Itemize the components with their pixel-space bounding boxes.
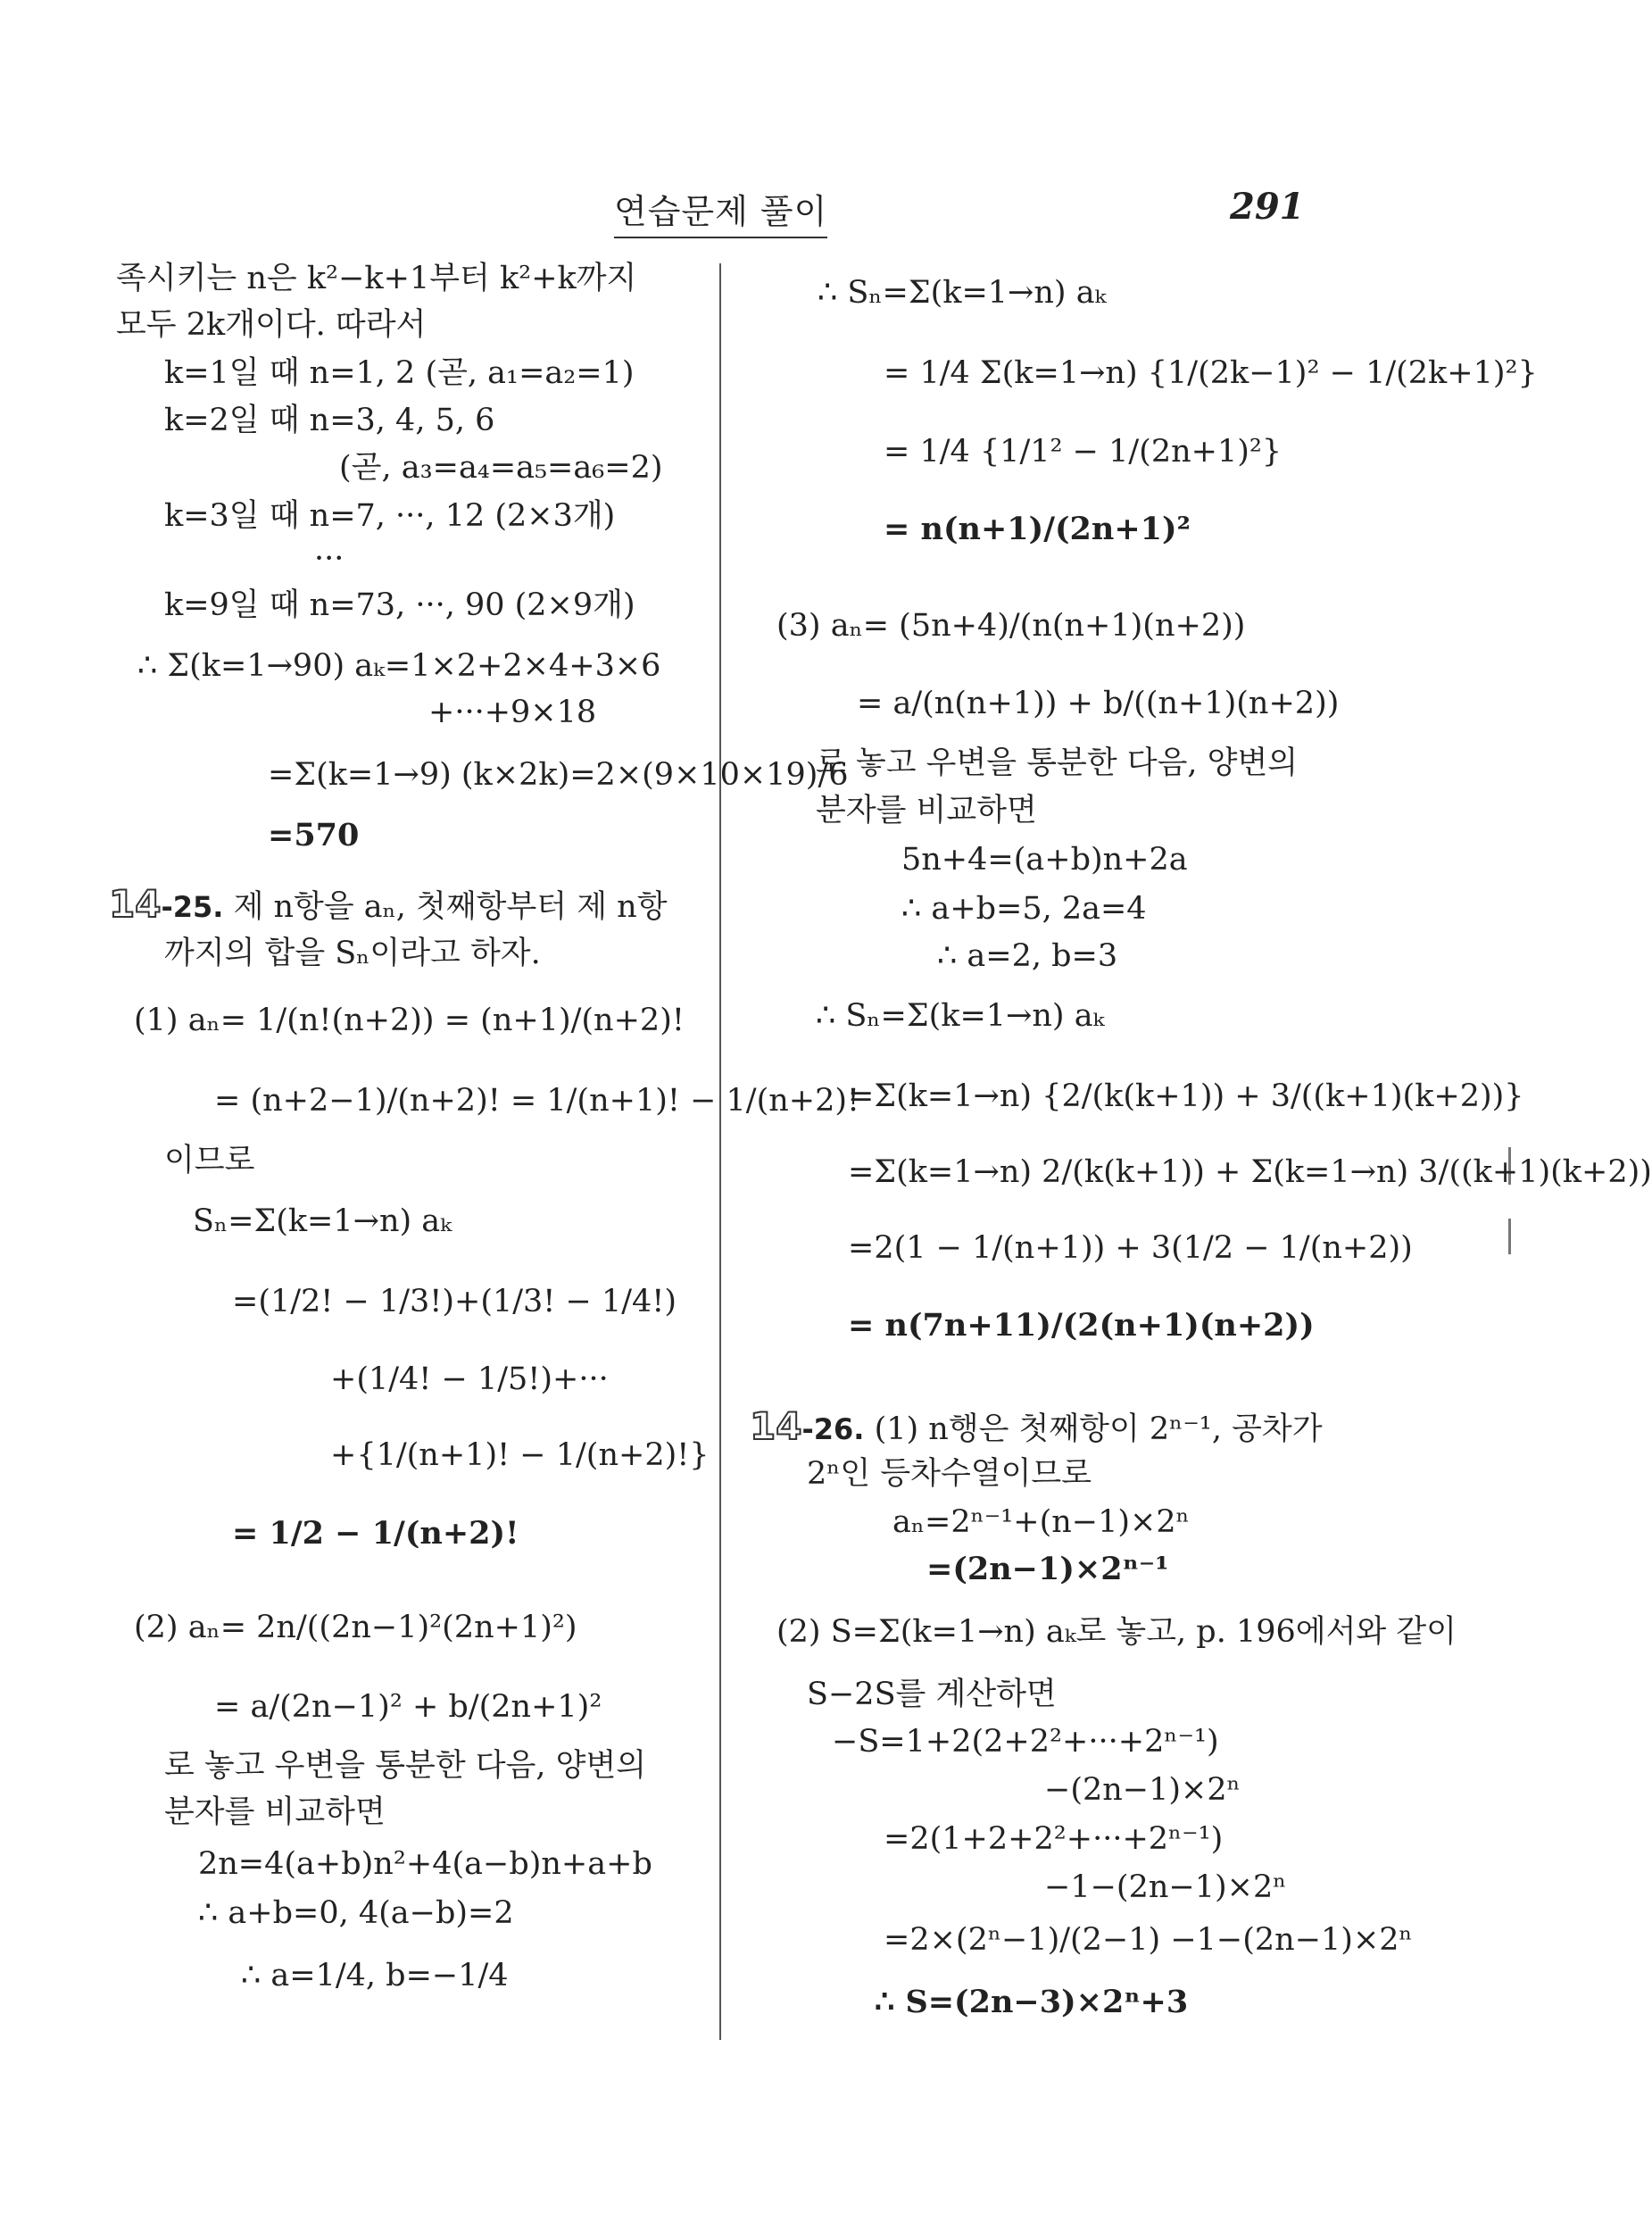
math-line: = a/(2n−1)² + b/(2n+1)² — [214, 1689, 602, 1725]
math-line: 2n=4(a+b)n²+4(a−b)n+a+b — [198, 1846, 652, 1882]
math-line: Sₙ=Σ(k=1→n) aₖ — [193, 1203, 452, 1239]
math-line: =2(1+2+2²+···+2ⁿ⁻¹) — [884, 1821, 1224, 1857]
math-line: (2) S=Σ(k=1→n) aₖ로 놓고, p. 196에서와 같이 — [776, 1614, 1457, 1650]
text-line: (곧, a₃=a₄=a₅=a₆=2) — [339, 450, 663, 486]
problem-heading — [109, 884, 668, 928]
math-line: aₙ=2ⁿ⁻¹+(n−1)×2ⁿ — [892, 1504, 1190, 1540]
problem-intro: 제 n항을 aₙ, 첫째항부터 제 n항 — [233, 889, 668, 925]
math-line: (1) aₙ= 1/(n!(n+2)) = (n+1)/(n+2)! — [134, 1003, 685, 1038]
math-line: =2(1 − 1/(n+1)) + 3(1/2 − 1/(n+2)) — [848, 1230, 1413, 1266]
answer: = n(n+1)/(2n+1)² — [884, 511, 1191, 547]
math-line: −1−(2n−1)×2ⁿ — [1044, 1869, 1287, 1905]
math-line: +···+9×18 — [428, 695, 597, 730]
text-line: 로 놓고 우변을 통분한 다음, 양변의 — [816, 745, 1299, 781]
math-line: (2) aₙ= 2n/((2n−1)²(2n+1)²) — [134, 1610, 577, 1645]
math-line: =2×(2ⁿ−1)/(2−1) −1−(2n−1)×2ⁿ — [884, 1922, 1413, 1958]
problem-number: 14 — [750, 1404, 802, 1448]
answer: =(2n−1)×2ⁿ⁻¹ — [926, 1551, 1169, 1587]
text-line: S−2S를 계산하면 — [807, 1677, 1057, 1712]
problem-subnumber: -26. — [801, 1412, 865, 1446]
answer: = 1/2 − 1/(n+2)! — [232, 1515, 519, 1552]
math-line: = (n+2−1)/(n+2)! = 1/(n+1)! − 1/(n+2)! — [214, 1083, 860, 1119]
math-line: ∴ Sₙ=Σ(k=1→n) aₖ — [818, 275, 1107, 311]
math-line: =Σ(k=1→n) {2/(k(k+1)) + 3/((k+1)(k+2))} — [848, 1078, 1524, 1114]
answer: =570 — [268, 817, 360, 853]
text-line: 분자를 비교하면 — [164, 1794, 386, 1830]
text-line: 이므로 — [164, 1143, 255, 1178]
math-line: ∴ Sₙ=Σ(k=1→n) aₖ — [816, 998, 1105, 1034]
math-line: ∴ a=1/4, b=−1/4 — [241, 1958, 509, 1993]
math-line: ∴ a+b=5, 2a=4 — [901, 891, 1147, 927]
math-line: +(1/4! − 1/5!)+··· — [330, 1361, 609, 1397]
answer: ∴ S=(2n−3)×2ⁿ+3 — [875, 1984, 1189, 2020]
problem-text: (1) n행은 첫째항이 2ⁿ⁻¹, 공차가 — [874, 1411, 1323, 1447]
math-line: 5n+4=(a+b)n+2a — [901, 842, 1188, 878]
math-line: −(2n−1)×2ⁿ — [1044, 1772, 1241, 1808]
page-number: 291 — [1230, 186, 1305, 228]
math-line: −S=1+2(2+2²+···+2ⁿ⁻¹) — [832, 1724, 1219, 1760]
column-divider — [719, 263, 721, 2040]
text-line: k=3일 때 n=7, ···, 12 (2×3개) — [164, 498, 616, 534]
problem-number: 14 — [109, 882, 162, 926]
section-title: 연습문제 풀이 — [614, 184, 827, 238]
problem-heading — [750, 1406, 1323, 1450]
math-line: ∴ a=2, b=3 — [937, 938, 1118, 974]
text-line: 2ⁿ인 등차수열이므로 — [807, 1456, 1092, 1492]
math-line: = a/(n(n+1)) + b/((n+1)(n+2)) — [857, 686, 1340, 721]
math-line: (3) aₙ= (5n+4)/(n(n+1)(n+2)) — [776, 608, 1246, 644]
math-line: =Σ(k=1→n) 2/(k(k+1)) + Σ(k=1→n) 3/((k+1)(k+2)) — [848, 1154, 1652, 1190]
problem-subnumber: -25. — [161, 890, 224, 924]
text-line: 족시키는 n은 k²−k+1부터 k²+k까지 — [116, 261, 637, 296]
math-line: =(1/2! − 1/3!)+(1/3! − 1/4!) — [232, 1284, 677, 1319]
text-line: 모두 2k개이다. 따라서 — [116, 307, 427, 343]
text-line: k=2일 때 n=3, 4, 5, 6 — [164, 403, 495, 438]
text-line: 로 놓고 우변을 통분한 다음, 양변의 — [164, 1748, 647, 1784]
math-line: = 1/4 Σ(k=1→n) {1/(2k−1)² − 1/(2k+1)²} — [884, 355, 1538, 391]
answer: = n(7n+11)/(2(n+1)(n+2)) — [848, 1307, 1315, 1344]
math-line: =Σ(k=1→9) (k×2k)=2×(9×10×19)/6 — [268, 757, 849, 793]
math-line: +{1/(n+1)! − 1/(n+2)!} — [330, 1437, 710, 1473]
text-line: k=1일 때 n=1, 2 (곧, a₁=a₂=1) — [164, 355, 635, 391]
math-line: = 1/4 {1/1² − 1/(2n+1)²} — [884, 434, 1283, 470]
text-line: 까지의 합을 Sₙ이라고 하자. — [164, 936, 541, 971]
scan-mark — [1508, 1219, 1511, 1254]
text-line: ··· — [314, 541, 345, 577]
text-line: k=9일 때 n=73, ···, 90 (2×9개) — [164, 587, 635, 623]
math-line: ∴ Σ(k=1→90) aₖ=1×2+2×4+3×6 — [137, 648, 661, 684]
math-line: ∴ a+b=0, 4(a−b)=2 — [198, 1895, 514, 1931]
text-line: 분자를 비교하면 — [816, 793, 1037, 828]
